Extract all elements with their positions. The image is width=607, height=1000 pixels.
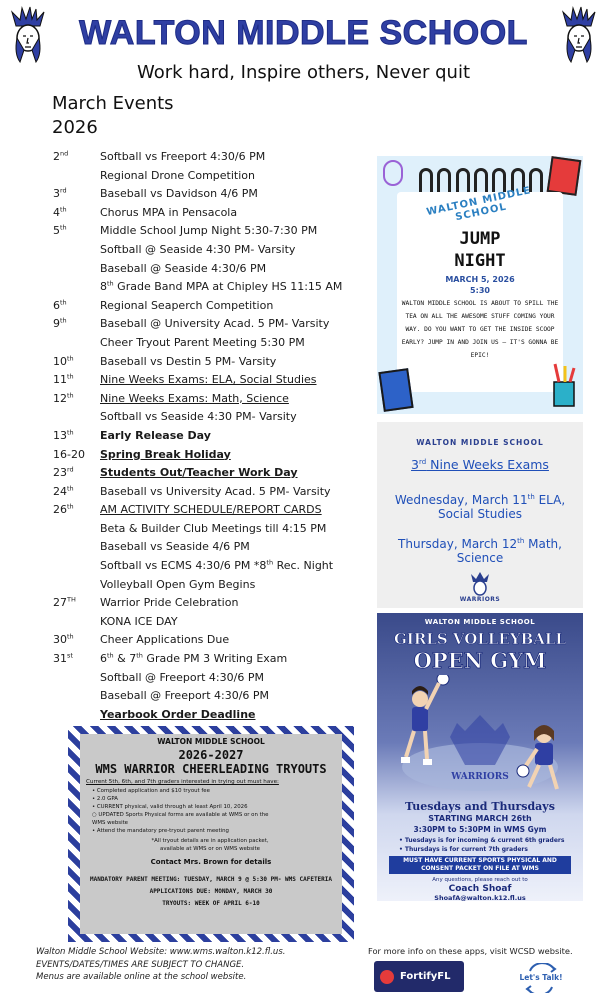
event-row [53,483,375,502]
jump-title-line2: NIGHT [454,251,506,271]
cheerleading-tryouts-flyer [68,726,354,942]
event-item: KONA ICE DAY [100,614,178,628]
jump-night-date [397,274,563,296]
event-date: 10th [53,353,74,368]
event-item: Baseball @ University Acad. 5 PM- Varsity [100,317,330,331]
event-item: Baseball vs University Acad. 5 PM- Varsity [100,484,331,498]
event-row [53,148,375,185]
event-item: Students Out/Teacher Work Day [100,466,298,480]
event-item: Cheer Applications Due [100,633,230,647]
cheer-applications-due: APPLICATIONS DUE: MONDAY, MARCH 30 [149,888,273,895]
event-row [53,315,375,352]
paperclip-icon [383,160,403,186]
event-row [53,631,375,650]
event-item: Regional Seaperch Competition [100,298,274,312]
event-item: Softball @ Freeport 4:30/6 PM [100,670,264,684]
event-item: Cheer Tryout Parent Meeting 5:30 PM [100,335,305,349]
footer-notes [36,946,356,984]
vb-start-date: STARTING MARCH 26th [428,814,532,823]
vb-court-text: WARRIORS [451,772,509,782]
volleyball-open-gym-poster [377,613,583,901]
event-item: Regional Drone Competition [100,168,255,182]
event-date: 30th [53,632,74,647]
event-item: Baseball @ Freeport 4:30/6 PM [100,689,270,703]
jump-time-text: 5:30 [470,286,490,295]
event-row [53,204,375,223]
cheer-contact: Contact Mrs. Brown for details [150,858,272,866]
vb-coach-name: Coach Shoaf [448,884,512,894]
events-year: 2026 [52,117,98,138]
event-item: AM ACTIVITY SCHEDULE/REPORT CARDS [100,503,322,517]
event-date: 13th [53,428,74,442]
jump-night-school: WALTON MIDDLE SCHOOL [425,185,533,224]
event-date: 6th [53,298,67,312]
event-row [53,427,375,446]
event-date: 2nd [53,149,69,163]
vb-school: WALTON MIDDLE SCHOOL [424,618,536,626]
event-row [53,371,375,390]
event-item: Beta & Builder Club Meetings till 4:15 PM [100,521,327,535]
cheer-parent-meeting: MANDATORY PARENT MEETING: TUESDAY, MARCH 9 @ 5:30 PM- WMS CAFETERIA [89,876,333,883]
nine-weeks-exams-flyer [377,422,583,608]
jump-night-body: WALTON MIDDLE SCHOOL IS ABOUT TO SPILL THE TEA ON ALL THE AWESOME STUFF COMING YOUR WAY. DO YOU WANT TO GET THE INSIDE SCOOP EARLY? JUMP IN AND JOIN US — IT'S GONNA BE EPIC! [401,300,559,359]
vb-coach-email: ShoafA@walton.k12.fl.us [434,894,526,901]
vb-days: Tuesdays and Thursdays [405,800,555,813]
event-item: Chorus MPA in Pensacola [100,205,238,219]
event-date: 3rd [53,186,67,201]
cheer-flyer-body [80,734,342,934]
cheer-requirement: • CURRENT physical, valid through at least April 10, 2026 [92,804,248,810]
exams-wednesday: Wednesday, March 11th ELA, Social Studies [394,493,566,521]
cheer-years: 2026-2027 [178,748,244,762]
event-item: Softball vs ECMS 4:30/6 PM *8th Rec. Night [100,558,334,573]
warrior-mascot-icon [8,6,48,64]
event-row [53,501,375,594]
event-item: Baseball @ Seaside 4:30/6 PM [100,261,267,275]
event-row [53,650,375,724]
event-date: 26th [53,502,74,517]
vb-title: GIRLS VOLLEYBALL [394,630,566,648]
jump-title-line1: JUMP [459,229,501,249]
cheer-requirement: WMS website [92,820,128,826]
school-title: WALTON MIDDLE SCHOOL [79,14,528,52]
event-item: 6th & 7th Grade PM 3 Writing Exam [100,651,288,666]
event-item: Baseball vs Destin 5 PM- Varsity [100,354,277,368]
events-list [53,148,375,724]
cheer-title: WMS WARRIOR CHEERLEADING TRYOUTS [95,762,327,776]
volleyball-players-illustration [377,675,583,805]
cheer-note: *All tryout details are in application packet, [151,838,269,844]
vb-subtitle: OPEN GYM [413,648,547,673]
event-row [53,297,375,316]
event-row [53,594,375,631]
cheer-requirement: • 2.0 GPA [92,796,118,802]
exams-school: WALTON MIDDLE SCHOOL [416,438,544,447]
cheer-requirement: • Attend the mandatory pre-tryout parent meeting [92,828,229,834]
fortifyfl-app-badge[interactable] [374,961,464,992]
event-row [53,353,375,372]
event-item: Warrior Pride Celebration [100,596,239,610]
cheer-tryout-dates: TRYOUTS: WEEK OF APRIL 6-10 [162,900,260,907]
warrior-mascot-icon [559,6,599,64]
event-date: 12th [53,391,74,405]
event-date: 5th [53,223,67,238]
cheer-school: WALTON MIDDLE SCHOOL [157,737,265,746]
event-date: 9th [53,316,67,331]
event-row [53,222,375,296]
school-tagline: Work hard, Inspire others, Never quit [136,62,471,83]
event-date: 4th [53,205,67,219]
event-item: Baseball vs Davidson 4/6 PM [100,187,258,201]
event-item: Baseball vs Seaside 4/6 PM [100,540,250,554]
events-heading [52,92,174,140]
event-date: 23rd [53,465,74,480]
event-item: Softball @ Seaside 4:30 PM- Varsity [100,242,296,256]
event-item: Spring Break Holiday [100,447,231,461]
lets-talk-app-badge[interactable] [518,963,564,993]
exams-footer: WARRIORS [459,596,501,603]
cheer-requirement: ○ UPDATED Sports Physical forms are available at WMS or on the [92,812,269,818]
apps-info: For more info on these apps, visit WCSD website. [368,946,573,956]
event-row [53,185,375,204]
fortifyfl-icon [380,970,394,984]
event-row [53,390,375,427]
event-item: Softball vs Freeport 4:30/6 PM [100,150,266,163]
event-item: Nine Weeks Exams: ELA, Social Studies [100,373,317,387]
event-row [53,446,375,465]
book-icon [378,368,413,412]
event-date: 27TH [53,595,76,610]
footer-disclaimer: EVENTS/DATES/TIMES ARE SUBJECT TO CHANGE. [36,959,245,970]
event-date: 31st [53,651,73,666]
event-date: 16-20 [53,447,85,461]
event-item: Yearbook Order Deadline [100,707,256,721]
event-item: Softball vs Seaside 4:30 PM- Varsity [100,410,297,424]
cheer-requirement: • Completed application and $10 tryout fee [92,788,210,794]
exams-thursday: Thursday, March 12th Math, Science [398,537,562,565]
vb-time: 3:30PM to 5:30PM in WMS Gym [413,825,547,834]
footer-menus: Menus are available online at the school website. [36,972,247,982]
exams-title: 3rd Nine Weeks Exams [411,457,549,472]
event-row [53,464,375,483]
vb-requirement-banner: MUST HAVE CURRENT SPORTS PHYSICAL AND CONSENT PACKET ON FILE AT WMS [389,856,571,874]
event-item: 8th Grade Band MPA at Chipley HS 11:15 AM [100,279,343,294]
pencil-cup-icon [551,362,577,408]
jump-night-title [397,228,563,272]
jump-date-text: MARCH 5, 2026 [445,275,515,284]
vb-questions: Any questions, please reach out to [432,877,528,883]
vb-bullet-tuesday: • Tuesdays is for incoming & current 6th graders [399,837,565,844]
events-title: March Events [52,93,174,114]
cheer-intro: Current 5th, 6th, and 7th graders interested in trying out must have: [86,779,279,785]
event-item: Middle School Jump Night 5:30-7:30 PM [100,224,318,238]
event-item: Nine Weeks Exams: Math, Science [100,391,289,405]
event-date: 11th [53,372,74,387]
event-date: 24th [53,484,74,498]
jump-night-poster [377,156,583,414]
event-item: Volleyball Open Gym Begins [100,577,256,591]
vb-bullet-thursday: • Thursdays is for current 7th graders [399,846,528,853]
warrior-logo-icon [469,572,491,596]
event-item: Early Release Day [100,428,211,442]
fortifyfl-label: FortifyFL [400,971,451,982]
footer-website[interactable]: Walton Middle School Website: www.wms.walton.k12.fl.us. [36,947,286,957]
cheer-note: available at WMS or on WMS website [160,846,260,852]
lets-talk-label: Let's Talk! [519,973,563,982]
